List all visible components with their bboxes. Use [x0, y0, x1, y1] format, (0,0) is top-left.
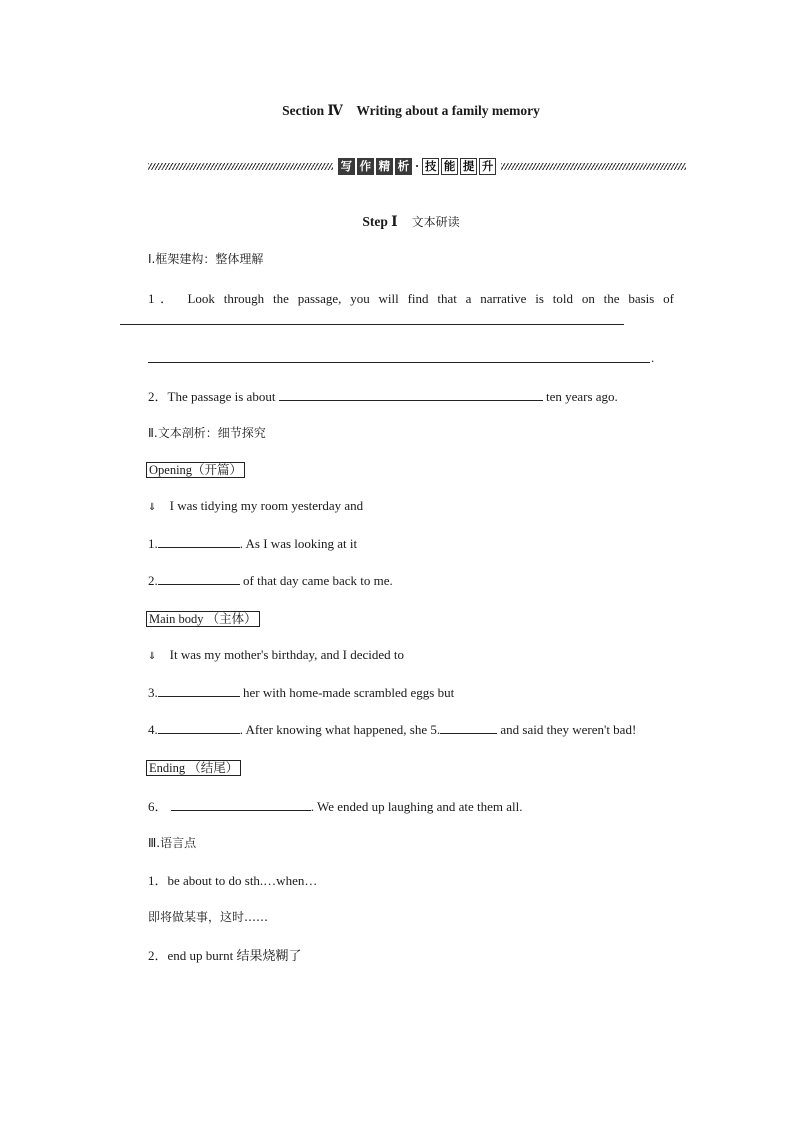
item-number: 2. — [148, 573, 158, 588]
main-text-row — [148, 647, 404, 663]
banner-badge — [337, 158, 497, 175]
banner-char: 能 — [441, 158, 458, 175]
item-text: her with home-made scrambled eggs but — [243, 685, 455, 700]
down-arrow-icon: ⇓ — [148, 651, 157, 662]
answer-blank — [171, 798, 311, 811]
item-1 — [148, 535, 357, 552]
answer-blank — [279, 388, 543, 401]
answer-blank — [158, 721, 240, 734]
main-text: It was my mother's birthday, and I decided to — [169, 647, 404, 662]
answer-line — [120, 324, 624, 325]
question-1: 1． Look through the passage, you will find that a narrative is told on the basis of — [148, 291, 674, 306]
item-text: . After knowing what happened, she 5. — [239, 722, 441, 737]
banner-char: 提 — [460, 158, 477, 175]
step-heading — [0, 213, 794, 230]
item-2 — [148, 572, 393, 589]
question-2 — [148, 386, 618, 405]
item-number: 6． — [148, 799, 168, 814]
answer-line — [148, 362, 650, 363]
answer-blank — [158, 535, 240, 548]
item-text: . As I was looking at it — [239, 536, 358, 551]
question-2-prefix: 2．The passage is about — [148, 389, 276, 404]
language-point-2: 2．end up burnt 结果烧糊了 — [148, 948, 302, 963]
main-body-tag: Main body （主体） — [146, 611, 260, 627]
banner-hatch-left — [148, 163, 333, 170]
section-banner — [148, 157, 686, 175]
opening-text: I was tidying my room yesterday and — [169, 498, 364, 513]
answer-blank — [440, 721, 497, 734]
item-number: 1. — [148, 536, 158, 551]
down-arrow-icon: ⇓ — [148, 502, 157, 513]
item-3 — [148, 684, 454, 701]
item-text: of that day came back to me. — [243, 573, 393, 588]
section1-heading: Ⅰ.框架建构：整体理解 — [148, 252, 264, 266]
item-text: and said they weren't bad! — [500, 722, 637, 737]
language-point-1: 1．be about to do sth.…when… — [148, 873, 318, 888]
opening-tag: Opening（开篇） — [146, 462, 245, 478]
main-body-label — [146, 611, 260, 627]
step-label: Step Ⅰ — [362, 214, 398, 229]
ending-tag: Ending （结尾） — [146, 760, 241, 776]
banner-char: 写 — [338, 158, 355, 175]
section3-heading: Ⅲ.语言点 — [148, 836, 197, 850]
item-text: . We ended up laughing and ate them all. — [310, 799, 523, 814]
section2-heading: Ⅱ.文本剖析：细节探究 — [148, 426, 266, 440]
question-2-suffix: ten years ago. — [545, 389, 618, 404]
item-number: 4. — [148, 722, 158, 737]
banner-char: 升 — [479, 158, 496, 175]
banner-hatch-right — [501, 163, 686, 170]
banner-char: 析 — [395, 158, 412, 175]
item-number: 3. — [148, 685, 158, 700]
step-name: 文本研读 — [411, 215, 460, 229]
banner-char: 技 — [422, 158, 439, 175]
ending-label — [146, 760, 241, 776]
page-title: Section Ⅳ Writing about a family memory — [282, 103, 540, 118]
item-6 — [148, 796, 522, 815]
question-1-end: . — [651, 350, 655, 365]
opening-label — [146, 462, 245, 478]
language-point-1-meaning: 即将做某事，这时…… — [148, 910, 269, 924]
answer-blank — [158, 684, 240, 697]
answer-blank — [158, 572, 240, 585]
banner-separator: · — [414, 158, 420, 173]
item-4 — [148, 721, 636, 738]
opening-text-row — [148, 498, 363, 514]
banner-char: 作 — [357, 158, 374, 175]
banner-char: 精 — [376, 158, 393, 175]
